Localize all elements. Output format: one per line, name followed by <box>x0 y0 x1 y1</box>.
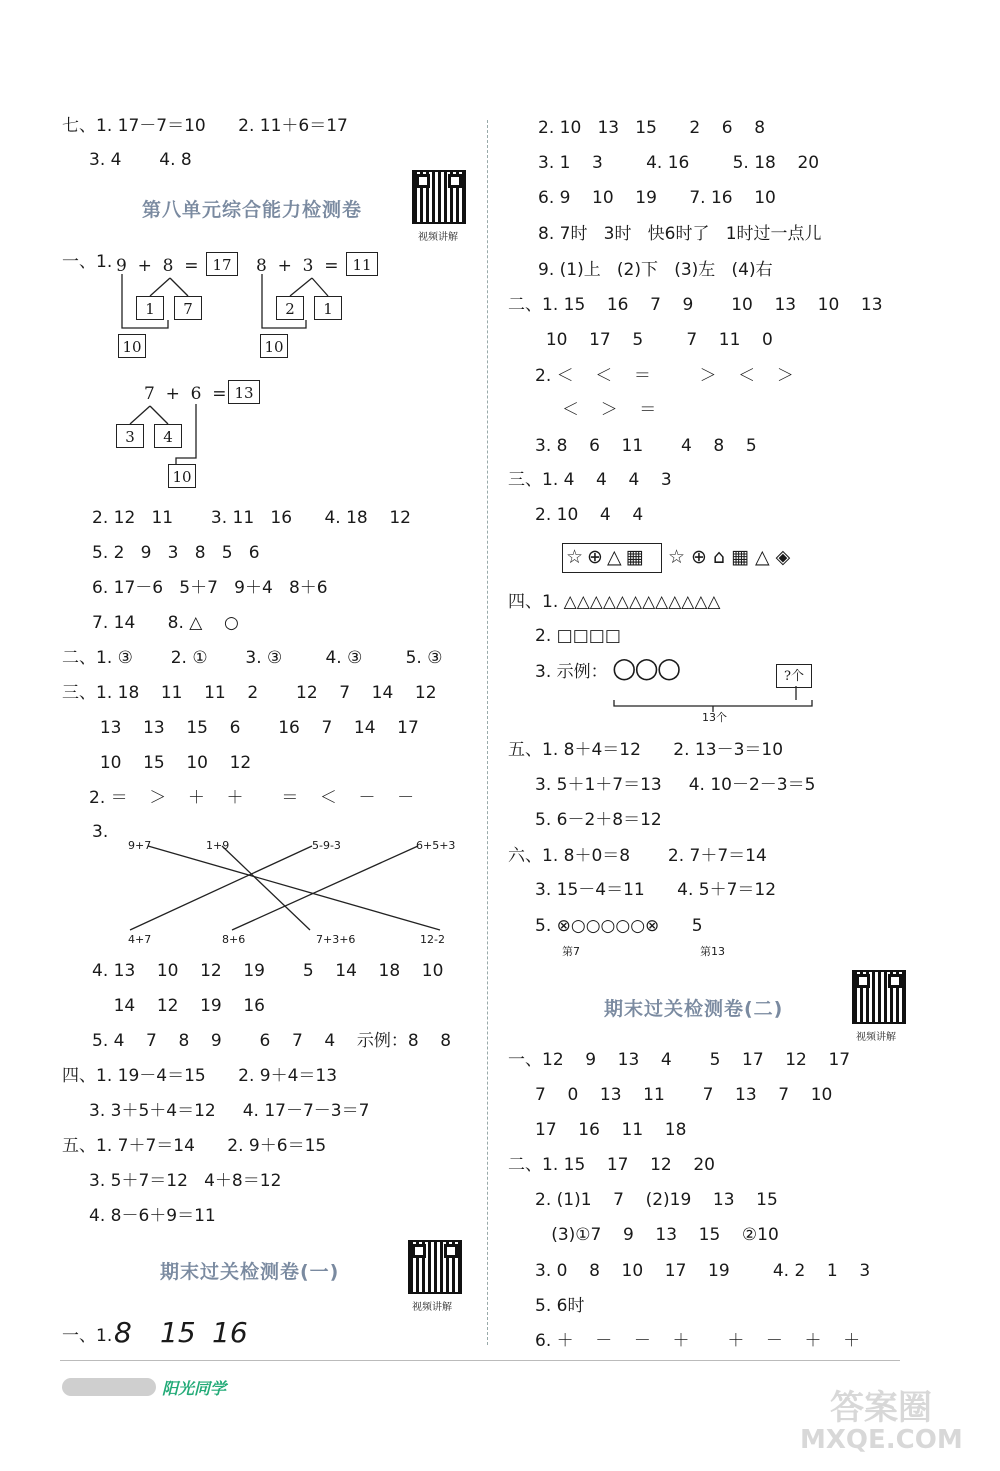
s3-line-2: 13 13 15 6 16 7 14 17 <box>62 718 419 738</box>
s3-line-4: 2. ＝ ＞ ＋ ＋ ＝ ＜ － － <box>62 788 415 808</box>
section-title-unit8: 第八单元综合能力检测卷 <box>142 199 363 221</box>
qr-caption: 视频讲解 <box>418 232 458 243</box>
tree2-ten: 10 <box>260 334 288 358</box>
match-top-2: 1+9 <box>206 839 230 852</box>
question-box: ?个 <box>776 664 812 688</box>
s3-line-3: 10 15 10 12 <box>62 753 252 773</box>
match-bottom-4: 12-2 <box>420 933 445 946</box>
watermark-bottom: MXQE.COM <box>800 1425 963 1455</box>
tree2-part-b: 1 <box>314 296 342 320</box>
match-top-3: 5-9-3 <box>312 839 341 852</box>
left-s7-line1: 七、1. 17－7＝10 2. 11＋6＝17 <box>62 116 348 136</box>
final1-q1-label: 一、1. <box>62 1326 113 1346</box>
brand-logo: 阳光同学 <box>162 1379 227 1398</box>
page-number-pill <box>62 1378 156 1396</box>
tree3-expr: 7 + 6 = <box>144 384 227 404</box>
tree2-expr: 8 + 3 = <box>256 256 339 276</box>
s3b-line-5: 5. 4 7 8 9 6 7 4 示例：8 8 <box>92 1031 452 1051</box>
r-s2-5: 3. 8 6 11 4 8 5 <box>508 436 757 456</box>
circle-label-7: 第7 <box>562 945 580 958</box>
f2-line-1: 一、12 9 13 4 5 17 12 17 <box>508 1050 851 1070</box>
r-s2-2: 10 17 5 7 11 0 <box>508 330 773 350</box>
tree1-part-a: 1 <box>136 296 164 320</box>
circles: ○○○ <box>612 651 680 684</box>
s4-line-2: 3. 3＋5＋4＝12 4. 17－7－3＝7 <box>62 1101 370 1121</box>
qr-caption: 视频讲解 <box>856 1032 896 1043</box>
s1-line-2: 2. 12 11 3. 11 16 4. 18 12 <box>92 508 411 528</box>
qr-code-icon <box>852 970 906 1024</box>
section-title-final2: 期末过关检测卷(二) <box>604 998 784 1020</box>
f2-line-8: 5. 6时 <box>508 1296 585 1316</box>
footer-rule <box>60 1360 900 1361</box>
r-line-6: 6. 9 10 19 7. 16 10 <box>538 188 776 208</box>
tree3-ten: 10 <box>168 464 196 488</box>
tree1-part-b: 7 <box>174 296 202 320</box>
r-s6-1: 六、1. 8＋0＝8 2. 7＋7＝14 <box>508 846 767 866</box>
r-s4-2: 2. □□□□ <box>508 626 621 646</box>
r-line-3: 3. 1 3 4. 16 5. 18 20 <box>538 153 820 173</box>
s2-line: 二、1. ③ 2. ① 3. ③ 4. ③ 5. ③ <box>62 648 443 668</box>
s1-line-6: 6. 17－6 5＋7 9＋4 8＋6 <box>92 578 328 598</box>
r-s2-4: ＜ ＞ ＝ <box>508 400 657 420</box>
tree1-ten: 10 <box>118 334 146 358</box>
shape-2: ☆⊕⌂▦△◈ <box>668 546 797 568</box>
watermark-top: 答案圈 <box>830 1388 932 1428</box>
f2-line-3: 17 16 11 18 <box>508 1120 687 1140</box>
qr-caption: 视频讲解 <box>412 1302 452 1313</box>
tree3-part-b: 4 <box>154 424 182 448</box>
tree2-answer: 11 <box>346 252 378 276</box>
left-s7-line2: 3. 4 4. 8 <box>62 150 192 170</box>
match-bottom-2: 8+6 <box>222 933 246 946</box>
r-s4-3: 3. 示例： <box>508 662 608 682</box>
r-s5-2: 3. 5＋1＋7＝13 4. 10－2－3＝5 <box>508 775 816 795</box>
tree1-answer: 17 <box>206 252 238 276</box>
r-s3-1: 三、1. 4 4 4 3 <box>508 470 672 490</box>
circle-label-13: 第13 <box>700 945 725 958</box>
s3-line-1: 三、1. 18 11 11 2 12 7 14 12 <box>62 683 437 703</box>
s3-q3-label: 3. <box>92 822 109 842</box>
r-s5-3: 5. 6－2＋8＝12 <box>508 810 662 830</box>
match-top-4: 6+5+3 <box>416 839 456 852</box>
s3b-line-4b: 14 12 19 16 <box>92 996 265 1016</box>
tree3-answer: 13 <box>228 380 260 404</box>
r-s5-1: 五、1. 8＋4＝12 2. 13－3＝10 <box>508 740 784 760</box>
qr-code-icon <box>408 1240 462 1294</box>
r-s4-1: 四、1. △△△△△△△△△△△△ <box>508 592 721 612</box>
tally-2: 15 <box>160 1316 196 1349</box>
r-line-8: 8. 7时 3时 快6时了 1时过一点儿 <box>538 224 822 244</box>
section-title-final1: 期末过关检测卷(一) <box>160 1261 340 1283</box>
shape-1: ☆⊕△▦ <box>566 546 648 568</box>
tally-1: 8 <box>114 1316 132 1349</box>
f2-line-5: 2. (1)1 7 (2)19 13 15 <box>508 1190 778 1210</box>
r-s6-3: 5. ⊗○○○○○⊗ 5 <box>508 916 703 936</box>
s5-line-1: 五、1. 7＋7＝14 2. 9＋6＝15 <box>62 1136 327 1156</box>
r-s2-3: 2. ＜ ＜ ＝ ＞ ＜ ＞ <box>508 366 794 386</box>
r-line-2: 2. 10 13 15 2 6 8 <box>538 118 766 138</box>
s3b-line-4: 4. 13 10 12 19 5 14 18 10 <box>92 961 444 981</box>
r-s3-2: 2. 10 4 4 <box>508 505 644 525</box>
tally-3: 16 <box>212 1316 248 1349</box>
f2-line-7: 3. 0 8 10 17 19 4. 2 1 3 <box>508 1261 871 1281</box>
tree1-expr: 9 + 8 = <box>116 256 199 276</box>
match-bottom-3: 7+3+6 <box>316 933 356 946</box>
s1-line-7: 7. 14 8. △ ○ <box>92 613 239 633</box>
match-top-1: 9+7 <box>128 839 152 852</box>
f2-line-4: 二、1. 15 17 12 20 <box>508 1155 715 1175</box>
s5-line-3: 4. 8－6＋9＝11 <box>62 1206 216 1226</box>
r-s2-1: 二、1. 15 16 7 9 10 13 10 13 <box>508 295 883 315</box>
f2-line-2: 7 0 13 11 7 13 7 10 <box>508 1085 833 1105</box>
r-line-9: 9. (1)上 (2)下 (3)左 (4)右 <box>538 260 773 280</box>
f2-line-9: 6. ＋ － － ＋ ＋ － ＋ ＋ <box>508 1331 861 1351</box>
trees-prefix: 一、1. <box>62 252 113 272</box>
s1-line-5: 5. 2 9 3 8 5 6 <box>92 543 260 563</box>
match-bottom-1: 4+7 <box>128 933 152 946</box>
s5-line-2: 3. 5＋7＝12 4＋8＝12 <box>62 1171 282 1191</box>
tree3-part-a: 3 <box>116 424 144 448</box>
tree2-part-a: 2 <box>276 296 304 320</box>
f2-line-6: (3)①7 9 13 15 ②10 <box>508 1225 779 1245</box>
r-s6-2: 3. 15－4＝11 4. 5＋7＝12 <box>508 880 777 900</box>
brace-label: 13个 <box>702 711 727 724</box>
s4-line-1: 四、1. 19－4＝15 2. 9＋4＝13 <box>62 1066 338 1086</box>
